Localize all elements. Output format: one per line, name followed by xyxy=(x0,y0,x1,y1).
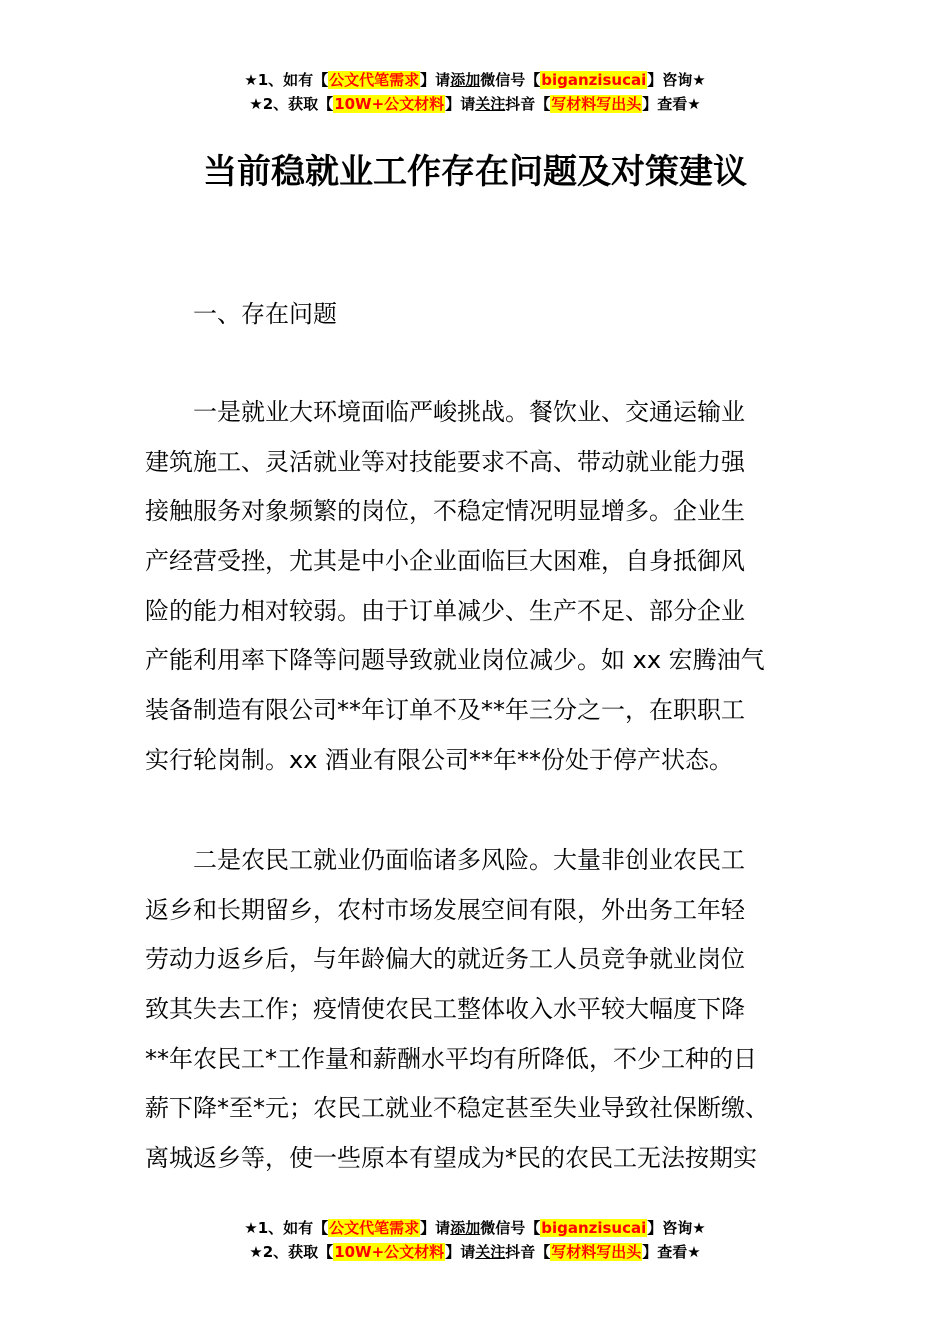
highlight-materials: 10W+公文材料 xyxy=(334,95,445,113)
banner-text: 】咨询★ xyxy=(647,71,706,89)
paragraph-2 xyxy=(145,836,835,1184)
paragraph-line: 险的能力相对较弱。由于订单减少、生产不足、部分企业 xyxy=(145,596,745,625)
banner-text: 】请 xyxy=(445,1243,476,1261)
banner-underlined: 关注 xyxy=(475,95,506,113)
banner-text: 微信号【 xyxy=(480,1219,541,1237)
document-title: 当前稳就业工作存在问题及对策建议 xyxy=(203,152,747,192)
section-heading: 一、存在问题 xyxy=(193,300,337,328)
highlight-wechat-id: biganzisucai xyxy=(541,1219,647,1237)
highlight-douyin-id: 写材料写出头 xyxy=(551,95,642,113)
paragraph-line: 建筑施工、灵活就业等对技能要求不高、带动就业能力强 xyxy=(145,447,745,476)
header-banner xyxy=(0,68,950,116)
paragraph-1 xyxy=(145,388,835,786)
banner-text: 】请 xyxy=(420,71,451,89)
paragraph-line: 装备制造有限公司**年订单不及**年三分之一，在职职工 xyxy=(145,696,745,725)
highlight-materials: 10W+公文材料 xyxy=(334,1243,445,1261)
highlight-service: 公文代笔需求 xyxy=(329,71,420,89)
paragraph-line: 致其失去工作；疫情使农民工整体收入水平较大幅度下降 xyxy=(145,995,745,1024)
paragraph-line: 一是就业大环境面临严峻挑战。餐饮业、交通运输业 xyxy=(193,398,745,426)
banner-text: 】查看★ xyxy=(642,95,701,113)
paragraph-line: 接触服务对象频繁的岗位，不稳定情况明显增多。企业生 xyxy=(145,497,745,526)
banner-text: 】咨询★ xyxy=(647,1219,706,1237)
paragraph-line: 二是农民工就业仍面临诸多风险。大量非创业农民工 xyxy=(193,846,745,874)
banner-line-1 xyxy=(0,68,950,92)
paragraph-line: 实行轮岗制。xx 酒业有限公司**年**份处于停产状态。 xyxy=(145,745,734,774)
banner-underlined: 添加 xyxy=(450,1219,481,1237)
banner-text: 微信号【 xyxy=(480,71,541,89)
highlight-wechat-id: biganzisucai xyxy=(541,71,647,89)
banner-text: ★2、获取【 xyxy=(249,95,334,113)
paragraph-line: **年农民工*工作量和薪酬水平均有所降低，不少工种的日 xyxy=(145,1044,757,1073)
banner-text: 抖音【 xyxy=(505,1243,551,1261)
footer-banner xyxy=(0,1216,950,1264)
banner-line-2 xyxy=(0,1240,950,1264)
banner-line-1 xyxy=(0,1216,950,1240)
banner-underlined: 添加 xyxy=(450,71,481,89)
paragraph-line: 产经营受挫，尤其是中小企业面临巨大困难，自身抵御风 xyxy=(145,547,745,576)
banner-line-2 xyxy=(0,92,950,116)
paragraph-line: 返乡和长期留乡，农村市场发展空间有限，外出务工年轻 xyxy=(145,895,745,924)
banner-text: 】请 xyxy=(420,1219,451,1237)
paragraph-line: 薪下降*至*元；农民工就业不稳定甚至失业导致社保断缴、 xyxy=(145,1094,769,1123)
highlight-service: 公文代笔需求 xyxy=(329,1219,420,1237)
banner-text: 抖音【 xyxy=(505,95,551,113)
banner-text: ★1、如有【 xyxy=(244,71,329,89)
banner-underlined: 关注 xyxy=(475,1243,506,1261)
paragraph-line: 劳动力返乡后，与年龄偏大的就近务工人员竞争就业岗位 xyxy=(145,945,745,974)
banner-text: 】查看★ xyxy=(642,1243,701,1261)
banner-text: ★1、如有【 xyxy=(244,1219,329,1237)
paragraph-line: 产能利用率下降等问题导致就业岗位减少。如 xx 宏腾油气 xyxy=(145,646,765,675)
banner-text: ★2、获取【 xyxy=(249,1243,334,1261)
paragraph-line: 离城返乡等，使一些原本有望成为*民的农民工无法按期实 xyxy=(145,1144,757,1173)
banner-text: 】请 xyxy=(445,95,476,113)
highlight-douyin-id: 写材料写出头 xyxy=(551,1243,642,1261)
